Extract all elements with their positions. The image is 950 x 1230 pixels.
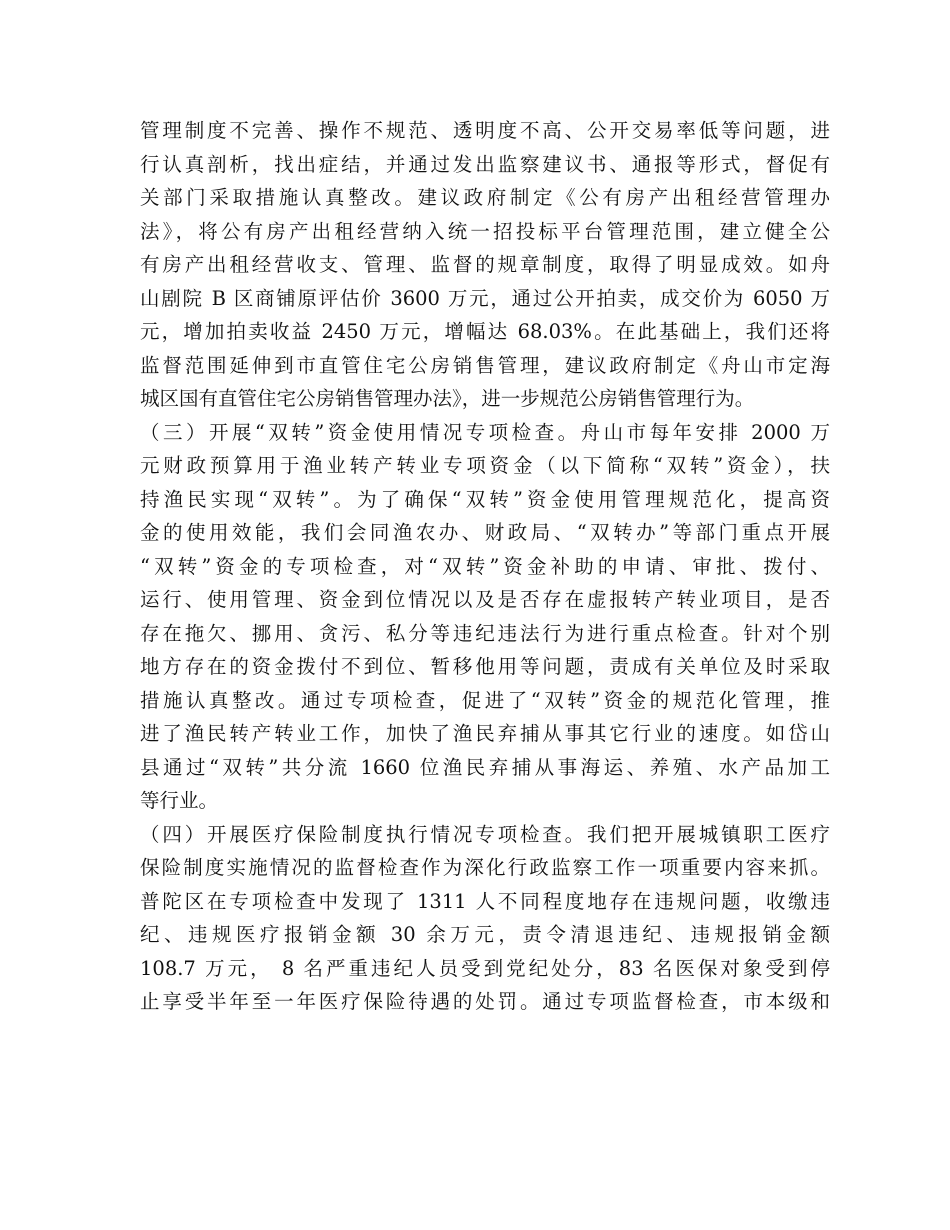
text-line: 运行、使用管理、资金到位情况以及是否存在虚报转产转业项目，是否 [140,588,830,611]
text-line: 元财政预算用于渔业转产转业专项资金（以下简称“双转”资金），扶 [140,454,830,477]
text-line: 止享受半年至一年医疗保险待遇的处罚。通过专项监督检查，市本级和 [140,990,830,1013]
text-line: 山剧院 B 区商铺原评估价 3600 万元，通过公开拍卖，成交价为 6050 万 [140,286,830,310]
text-line: 行认真剖析，找出症结，并通过发出监察建议书、通报等形式，督促有 [140,152,830,176]
text-line: 持渔民实现“双转”。为了确保“双转”资金使用管理规范化，提高资 [140,487,830,511]
text-line: 金的使用效能，我们会同渔农办、财政局、“双转办”等部门重点开展 [140,521,830,544]
text-line: 关部门采取措施认真整改。建议政府制定《公有房产出租经营管理办 [140,186,830,209]
text-line: 进了渔民转产转业工作，加快了渔民弃捕从事其它行业的速度。如岱山 [140,722,830,745]
section-heading-line: （三）开展“双转”资金使用情况专项检查。舟山市每年安排 2000 万 [140,420,830,444]
text-line: 城区国有直管住宅公房销售管理办法》，进一步规范公房销售管理行为。 [140,387,755,410]
text-line: 普陀区在专项检查中发现了 1311 人不同程度地存在违规问题，收缴违 [140,889,830,913]
text-line: 地方存在的资金拨付不到位、暂移他用等问题，责成有关单位及时采取 [140,655,830,678]
text-line: 县通过“双转”共分流 1660 位渔民弃捕从事海运、养殖、水产品加工 [140,755,830,779]
text-line: 有房产出租经营收支、管理、监督的规章制度，取得了明显成效。如舟 [140,253,830,276]
text-line: 纪、违规医疗报销金额 30 余万元，责令清退违纪、违规报销金额 [140,923,830,946]
text-line: 措施认真整改。通过专项检查，促进了“双转”资金的规范化管理，推 [140,688,830,712]
text-line: 元，增加拍卖收益 2450 万元，增幅达 68.03%。在此基础上，我们还将 [140,320,830,343]
text-line: 存在拖欠、挪用、贪污、私分等违纪违法行为进行重点检查。针对个别 [140,621,830,645]
text-line: 108.7 万元， 8 名严重违纪人员受到党纪处分，83 名医保对象受到停 [140,956,830,980]
text-line: “双转”资金的专项检查，对“双转”资金补助的申请、审批、拨付、 [140,554,830,578]
section-heading-line: （四）开展医疗保险制度执行情况专项检查。我们把开展城镇职工医疗 [140,822,830,846]
text-line: 管理制度不完善、操作不规范、透明度不高、公开交易率低等问题，进 [140,119,830,142]
text-line: 法》，将公有房产出租经营纳入统一招投标平台管理范围，建立健全公 [140,219,830,243]
text-line: 监督范围延伸到市直管住宅公房销售管理，建议政府制定《舟山市定海 [140,353,830,377]
text-line: 等行业。 [140,789,219,812]
text-line: 保险制度实施情况的监督检查作为深化行政监察工作一项重要内容来抓。 [140,856,830,879]
body-text [140,114,830,1019]
